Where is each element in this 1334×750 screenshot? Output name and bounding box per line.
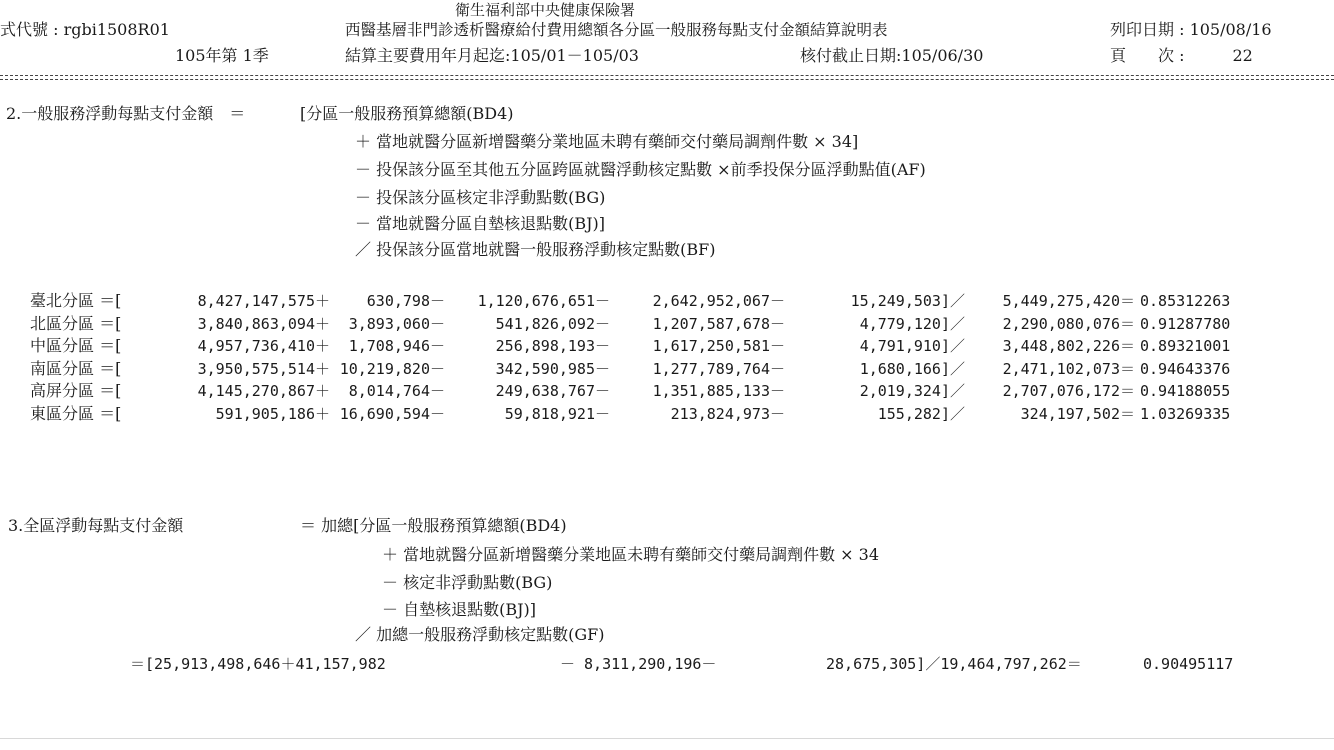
section2-formula-line: － 投保該分區核定非浮動點數(BG) — [355, 188, 606, 207]
cell-bd4: 8,427,147,575＋ — [197, 292, 330, 310]
cell-bf: 2,471,102,073＝ — [1002, 359, 1135, 378]
cell-bj: 15,249,503]／ — [850, 292, 965, 310]
footer-divider — [0, 738, 1334, 739]
cell-bd4: 3,950,575,514＋ — [197, 359, 330, 378]
report-title: 西醫基層非門診透析醫療給付費用總額各分區一般服務每點支付金額結算說明表 — [345, 21, 888, 39]
section3-total-bg: － 8,311,290,196－ — [560, 655, 717, 673]
quarter: 105年第 1季 — [175, 46, 269, 65]
cell-add: 8,014,764－ — [348, 382, 445, 400]
cell-bf: 3,448,802,226＝ — [1002, 337, 1135, 355]
section2-formula-line: [分區一般服務預算總額(BD4) — [300, 104, 514, 123]
section3-formula-line: ＋ 當地就醫分區新增醫藥分業地區未聘有藥師交付藥局調劑件數 × 34 — [382, 545, 880, 564]
cell-add: 3,893,060－ — [348, 314, 445, 333]
cell-result: 0.85312263 — [1140, 292, 1231, 310]
cell-region: 北區分區 ＝[ — [30, 313, 122, 333]
cell-af: 342,590,985－ — [495, 359, 610, 378]
cell-af: 256,898,193－ — [495, 337, 610, 355]
cell-bf: 324,197,502＝ — [1020, 404, 1135, 423]
cell-add: 10,219,820－ — [339, 359, 445, 378]
cell-region: 南區分區 ＝[ — [30, 358, 122, 378]
table-row — [0, 358, 1334, 380]
section3-formula-line: － 核定非浮動點數(BG) — [382, 573, 553, 592]
cell-result: 0.94188055 — [1140, 382, 1231, 400]
cell-bf: 2,290,080,076＝ — [1002, 314, 1135, 333]
cell-bg: 1,277,789,764－ — [652, 359, 785, 378]
cell-bj: 4,779,120]／ — [859, 314, 965, 333]
section3-formula-line: ／ 加總一般服務浮動核定點數(GF) — [355, 625, 605, 644]
cell-region: 高屏分區 ＝[ — [30, 381, 122, 400]
settle-period: 結算主要費用年月起迄:105/01－105/03 — [345, 46, 639, 65]
section3-formula-line: ＝ 加總[分區一般服務預算總額(BD4) — [300, 516, 567, 535]
cell-bg: 213,824,973－ — [670, 404, 785, 423]
cell-bg: 2,642,952,067－ — [652, 292, 785, 310]
cell-bd4: 4,145,270,867＋ — [197, 382, 330, 400]
section3-title: 3.全區浮動每點支付金額 — [8, 516, 184, 535]
section2-formula-line: ／ 投保該分區當地就醫一般服務浮動核定點數(BF) — [355, 240, 716, 259]
cutoff-date: 核付截止日期:105/06/30 — [800, 46, 984, 65]
cell-af: 541,826,092－ — [495, 314, 610, 333]
section3-total-bj: 28,675,305]／19,464,797,262＝ — [826, 655, 1082, 673]
cell-bj: 2,019,324]／ — [859, 382, 965, 400]
cell-result: 0.94643376 — [1140, 359, 1231, 378]
cell-add: 630,798－ — [366, 292, 445, 310]
table-row — [0, 380, 1334, 402]
page-number: 頁 次 : 22 — [1110, 46, 1253, 65]
table-row — [0, 290, 1334, 312]
cell-bd4: 4,957,736,410＋ — [197, 337, 330, 355]
table-row — [0, 403, 1334, 425]
cell-af: 1,120,676,651－ — [477, 292, 610, 310]
cell-region: 中區分區 ＝[ — [30, 336, 122, 355]
section2-title: 2.一般服務浮動每點支付金額 ＝ — [6, 104, 246, 123]
cell-result: 0.91287780 — [1140, 314, 1231, 333]
cell-bf: 2,707,076,172＝ — [1002, 382, 1135, 400]
cell-bj: 4,791,910]／ — [859, 337, 965, 355]
table-row — [0, 335, 1334, 357]
table-row — [0, 313, 1334, 335]
cell-bj: 1,680,166]／ — [859, 359, 965, 378]
section2-formula-line: － 當地就醫分區自墊核退點數(BJ)] — [355, 214, 605, 233]
cell-bg: 1,351,885,133－ — [652, 382, 785, 400]
cell-bd4: 3,840,863,094＋ — [197, 314, 330, 333]
section2-formula-line: － 投保該分區至其他五分區跨區就醫浮動核定點數 ×前季投保分區浮動點值(AF) — [355, 160, 926, 179]
cell-bj: 155,282]／ — [877, 404, 965, 423]
program-code: 式代號 : rgbi1508R01 — [0, 20, 170, 39]
header-separator — [0, 75, 1334, 80]
cell-add: 16,690,594－ — [339, 404, 445, 423]
cell-region: 東區分區 ＝[ — [30, 403, 122, 423]
cell-bf: 5,449,275,420＝ — [1002, 292, 1135, 310]
cell-af: 249,638,767－ — [495, 382, 610, 400]
section3-formula-line: － 自墊核退點數(BJ)] — [382, 600, 536, 619]
cell-bg: 1,207,587,678－ — [652, 314, 785, 333]
cell-result: 0.89321001 — [1140, 337, 1231, 355]
print-date: 列印日期 : 105/08/16 — [1110, 20, 1272, 39]
cell-bd4: 591,905,186＋ — [215, 404, 330, 423]
section3-total-result: 0.90495117 — [1143, 655, 1234, 673]
section2-formula-line: ＋ 當地就醫分區新增醫藥分業地區未聘有藥師交付藥局調劑件數 × 34] — [355, 132, 859, 151]
agency-title: 衛生福利部中央健康保險署 — [455, 1, 636, 19]
section3-total-prefix: ＝[25,913,498,646＋41,157,982 — [130, 655, 386, 673]
cell-result: 1.03269335 — [1140, 404, 1231, 423]
cell-add: 1,708,946－ — [348, 337, 445, 355]
cell-af: 59,818,921－ — [504, 404, 610, 423]
cell-bg: 1,617,250,581－ — [652, 337, 785, 355]
cell-region: 臺北分區 ＝[ — [30, 291, 122, 310]
